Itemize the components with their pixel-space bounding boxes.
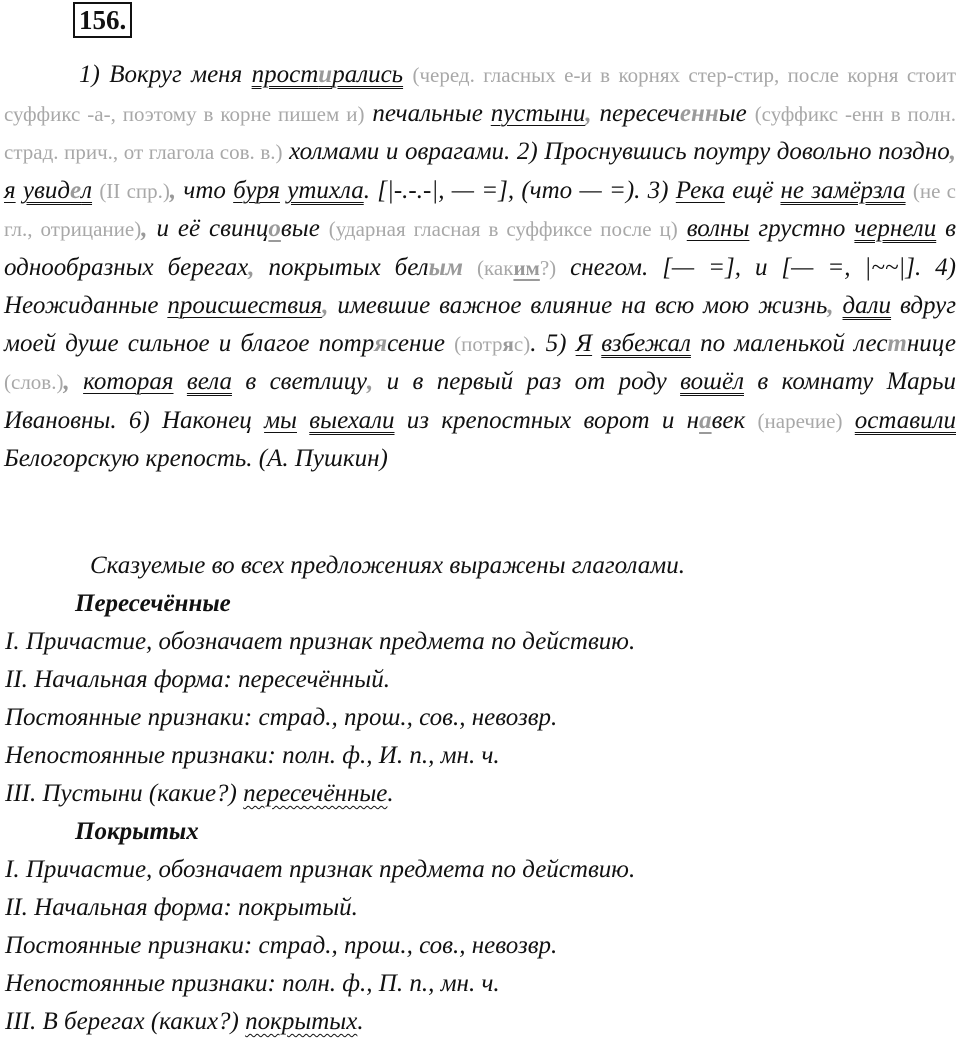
s1-subject: пустыни (490, 99, 586, 127)
analysis-2-line-1: I. Причастие, обозначает признак предмета по действию. (5, 856, 636, 883)
analysis-heading-1: Пересечённые (75, 590, 231, 617)
s2-subject: я (4, 176, 16, 204)
s2-subject-2: буря (233, 176, 280, 204)
s4-subject: происшествия (167, 292, 323, 319)
analysis-1-line-1: I. Причастие, обозначает признак предмета по действию. (5, 628, 636, 655)
orthogram: енн (679, 99, 719, 127)
s5-predicate-3: вошёл (680, 368, 744, 395)
participle-wavy: покрытых (245, 1008, 358, 1035)
exercise-text (4, 56, 956, 478)
s3-subject-2: волны (686, 215, 750, 242)
analysis-2-line-5: III. В берегах (каких?) покрытых. (5, 1008, 364, 1035)
comment: (каким?) (477, 255, 557, 280)
s2-predicate: увидел (22, 176, 93, 204)
orthogram: а (699, 406, 712, 434)
comment: (ударная гласная в суффиксе после ц) (328, 217, 678, 241)
orthogram: т (887, 329, 907, 357)
summary-line: Сказуемые во всех предложениях выражены глаголами. (90, 552, 685, 579)
analysis-2-line-4: Непостоянные признаки: полн. ф., П. п., мн. ч. (5, 970, 500, 997)
analysis-2-line-3: Постоянные признаки: страд., прош., сов., невозвр. (5, 932, 558, 959)
exercise-paragraph: 1) Вокруг меня простирались (черед. гласных е-и в корнях стер-стир, после корня стоит суффикс -а-, поэтому в корне пишем и) печальные пустыни, пересеченные (суффикс -енн в полн. страд. прич., от глагола сов. в.) холмами и оврагами. 2) Проснувшись поутру довольно поздно, я увидел (II спр.), что буря утихла. [|-.-.-|, — =], (что — =). 3) Река ещё не замёрзла (не с гл., отрицание), и её свинцовые (ударная гласная в суффиксе после ц) волны грустно чернели в однообразных берегах, покрытых белым (каким?) снегом. [— =], и [— =, |~~|]. 4) Неожиданные происшествия, имевшие важное влияние на всю мою жизнь, дали вдруг моей душе сильное и благое потрясение (потряс). 5) Я взбежал по маленькой лестнице (слов.), которая вела в светлицу, и в первый раз от роду вошёл в комнату Марьи Ивановны. 6) Наконец мы выехали из крепостных ворот и навек (наречие) оставили Белогорскую крепость. (А. Пушкин) (4, 61, 957, 472)
comment: (II спр.) (99, 178, 170, 203)
analysis-1-line-2: II. Начальная форма: пересечённый. (5, 666, 390, 693)
comment: (не с гл., отрицание) (4, 178, 956, 241)
s3-predicate: не замёрзла (780, 176, 906, 204)
analysis-heading-2: Покрытых (75, 818, 199, 845)
s6-predicate: выехали (309, 406, 395, 434)
comment: (слов.) (4, 370, 64, 394)
s6-predicate-2: оставили (854, 406, 956, 434)
s5-predicate-2: вела (186, 368, 232, 395)
s2-scheme: . [|-.-.-|, — =], (что — =). (363, 176, 641, 204)
orthogram: я (374, 329, 388, 357)
analysis-1-line-3: Постоянные признаки: страд., прош., сов., невозвр. (5, 704, 558, 731)
s2-predicate-2: утихла (287, 176, 364, 204)
comment: (черед. гласных е-и в корнях стер-стир, после корня стоит суффикс -а-, поэтому в корне пишем и) (4, 63, 956, 126)
s1-text: 1) Вокруг меня (79, 61, 252, 88)
s5-subject-2: которая (83, 368, 174, 395)
participle-wavy: пересечённые (243, 780, 388, 807)
s6-subject: мы (264, 406, 297, 434)
s3-subject: Река (675, 176, 725, 204)
s1-predicate: простирались (251, 61, 404, 88)
s5-predicate: взбежал (601, 329, 691, 357)
comment: (суффикс -енн в полн. страд. прич., от глагола сов. в.) (4, 101, 956, 164)
s4-predicate: дали (842, 292, 892, 319)
analysis-2-line-2: II. Начальная форма: покрытый. (5, 894, 358, 921)
orthogram: о (268, 215, 281, 242)
orthogram: ым (428, 253, 464, 281)
s5-subject: Я (575, 329, 593, 357)
comment: (потряс) (454, 331, 531, 356)
exercise-number: 156. (73, 2, 132, 38)
analysis-1-line-5: III. Пустыни (какие?) пересечённые. (5, 780, 394, 807)
analysis-1-line-4: Непостоянные признаки: полн. ф., И. п., мн. ч. (5, 742, 500, 769)
comment: (наречие) (757, 408, 843, 433)
s3-predicate-2: чернели (854, 215, 937, 242)
